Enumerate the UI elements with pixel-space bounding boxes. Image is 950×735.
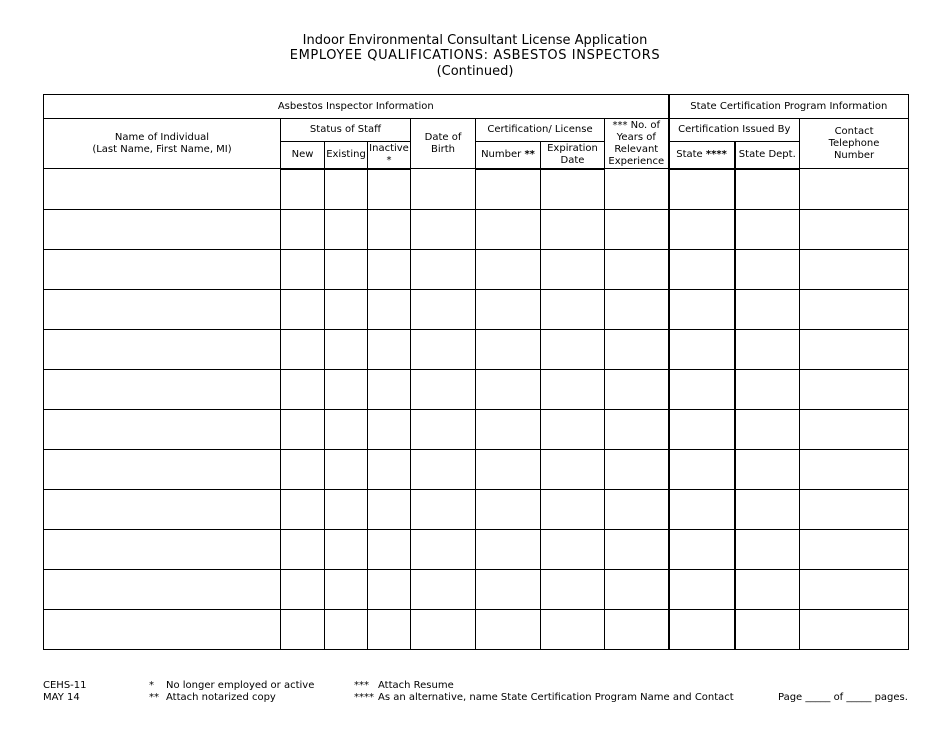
cell-cert-number[interactable]: [476, 249, 541, 289]
cell-dob[interactable]: [411, 249, 476, 289]
cell-name[interactable]: [44, 569, 281, 609]
cell-state-dept[interactable]: [735, 449, 800, 489]
table-row: [44, 289, 909, 329]
cell-years-experience[interactable]: [605, 289, 669, 329]
table-row: [44, 369, 909, 409]
cell-new[interactable]: [281, 409, 325, 449]
cell-state-dept[interactable]: [735, 529, 800, 569]
form-id: CEHS-11: [43, 680, 87, 691]
cell-cert-number[interactable]: [476, 169, 541, 210]
cell-dob[interactable]: [411, 609, 476, 649]
header-inactive: Inactive *: [368, 142, 411, 169]
header-contact-telephone: Contact Telephone Number: [800, 119, 909, 169]
cell-inactive[interactable]: [368, 169, 411, 210]
cell-contact-telephone[interactable]: [800, 409, 909, 449]
cell-contact-telephone[interactable]: [800, 569, 909, 609]
header-name-of-individual: Name of Individual (Last Name, First Name, MI): [44, 119, 281, 169]
cell-years-experience[interactable]: [605, 249, 669, 289]
cell-existing[interactable]: [325, 449, 368, 489]
cell-state[interactable]: [669, 529, 735, 569]
notes-col-1: [149, 680, 314, 704]
cell-cert-number[interactable]: [476, 209, 541, 249]
cell-contact-telephone[interactable]: [800, 489, 909, 529]
cell-existing[interactable]: [325, 369, 368, 409]
cell-expiration-date[interactable]: [541, 529, 605, 569]
cell-new[interactable]: [281, 569, 325, 609]
note-2: ** Attach notarized copy: [149, 692, 276, 703]
cell-name[interactable]: [44, 449, 281, 489]
table-row: [44, 249, 909, 289]
form-continued-label: (Continued): [436, 64, 514, 79]
cell-years-experience[interactable]: [605, 329, 669, 369]
cell-contact-telephone[interactable]: [800, 209, 909, 249]
cell-contact-telephone[interactable]: [800, 289, 909, 329]
cell-expiration-date[interactable]: [541, 569, 605, 609]
cell-state[interactable]: [669, 569, 735, 609]
cell-inactive[interactable]: [368, 569, 411, 609]
cell-years-experience[interactable]: [605, 609, 669, 649]
cell-years-experience[interactable]: [605, 169, 669, 210]
cell-existing[interactable]: [325, 609, 368, 649]
cell-new[interactable]: [281, 169, 325, 210]
table-row: [44, 409, 909, 449]
cell-name[interactable]: [44, 409, 281, 449]
cell-expiration-date[interactable]: [541, 609, 605, 649]
cell-expiration-date[interactable]: [541, 289, 605, 329]
form-subtitle: EMPLOYEE QUALIFICATIONS: ASBESTOS INSPECTORS: [289, 48, 661, 63]
cell-state[interactable]: [669, 369, 735, 409]
cell-dob[interactable]: [411, 489, 476, 529]
cell-name[interactable]: [44, 169, 281, 210]
cell-name[interactable]: [44, 609, 281, 649]
cell-contact-telephone[interactable]: [800, 369, 909, 409]
cell-contact-telephone[interactable]: [800, 609, 909, 649]
cell-state[interactable]: [669, 489, 735, 529]
cell-state[interactable]: [669, 209, 735, 249]
cell-dob[interactable]: [411, 369, 476, 409]
header-number: Number **: [476, 142, 541, 169]
cell-expiration-date[interactable]: [541, 169, 605, 210]
header-state-dept: State Dept.: [735, 142, 800, 169]
cell-cert-number[interactable]: [476, 609, 541, 649]
table-row: [44, 569, 909, 609]
section-state-cert-info: State Certification Program Information: [669, 95, 909, 119]
section-inspector-info: Asbestos Inspector Information: [44, 95, 669, 119]
cell-dob[interactable]: [411, 289, 476, 329]
cell-years-experience[interactable]: [605, 369, 669, 409]
cell-expiration-date[interactable]: [541, 209, 605, 249]
table-row: [44, 169, 909, 210]
cell-existing[interactable]: [325, 529, 368, 569]
cell-years-experience[interactable]: [605, 529, 669, 569]
cell-new[interactable]: [281, 209, 325, 249]
cell-contact-telephone[interactable]: [800, 329, 909, 369]
cell-years-experience[interactable]: [605, 569, 669, 609]
cell-cert-number[interactable]: [476, 329, 541, 369]
cell-cert-number[interactable]: [476, 449, 541, 489]
cell-existing[interactable]: [325, 289, 368, 329]
cell-inactive[interactable]: [368, 609, 411, 649]
cell-state-dept[interactable]: [735, 609, 800, 649]
header-certification-license: Certification/ License: [476, 119, 605, 142]
cell-years-experience[interactable]: [605, 449, 669, 489]
form-date: MAY 14: [43, 692, 80, 703]
cell-dob[interactable]: [411, 209, 476, 249]
cell-state[interactable]: [669, 449, 735, 489]
table-row: [44, 529, 909, 569]
cell-contact-telephone[interactable]: [800, 529, 909, 569]
cell-existing[interactable]: [325, 489, 368, 529]
cell-state[interactable]: [669, 289, 735, 329]
cell-state[interactable]: [669, 169, 735, 210]
cell-state-dept[interactable]: [735, 289, 800, 329]
table-body: [44, 169, 909, 650]
cell-state-dept[interactable]: [735, 369, 800, 409]
table-row: [44, 489, 909, 529]
cell-cert-number[interactable]: [476, 529, 541, 569]
cell-state-dept[interactable]: [735, 489, 800, 529]
cell-expiration-date[interactable]: [541, 249, 605, 289]
cell-cert-number[interactable]: [476, 289, 541, 329]
form-id-block: [43, 680, 87, 704]
cell-name[interactable]: [44, 329, 281, 369]
cell-name[interactable]: [44, 369, 281, 409]
note-3: *** Attach Resume: [354, 680, 454, 691]
cell-dob[interactable]: [411, 169, 476, 210]
header-status-of-staff: Status of Staff: [281, 119, 411, 142]
cell-cert-number[interactable]: [476, 409, 541, 449]
cell-state-dept[interactable]: [735, 209, 800, 249]
cell-new[interactable]: [281, 289, 325, 329]
cell-state[interactable]: [669, 409, 735, 449]
header-date-of-birth: Date of Birth: [411, 119, 476, 169]
cell-expiration-date[interactable]: [541, 449, 605, 489]
cell-name[interactable]: [44, 289, 281, 329]
cell-years-experience[interactable]: [605, 409, 669, 449]
cell-inactive[interactable]: [368, 249, 411, 289]
cell-new[interactable]: [281, 529, 325, 569]
cell-inactive[interactable]: [368, 369, 411, 409]
note-1: * No longer employed or active: [149, 680, 315, 691]
cell-name[interactable]: [44, 209, 281, 249]
header-expiration-date: Expiration Date: [541, 142, 605, 169]
cell-expiration-date[interactable]: [541, 329, 605, 369]
table-row: [44, 329, 909, 369]
cell-existing[interactable]: [325, 169, 368, 210]
cell-name[interactable]: [44, 529, 281, 569]
cell-state-dept[interactable]: [735, 569, 800, 609]
cell-new[interactable]: [281, 329, 325, 369]
cell-years-experience[interactable]: [605, 489, 669, 529]
cell-name[interactable]: [44, 489, 281, 529]
table-row: [44, 209, 909, 249]
cell-new[interactable]: [281, 369, 325, 409]
cell-years-experience[interactable]: [605, 209, 669, 249]
cell-inactive[interactable]: [368, 489, 411, 529]
cell-existing[interactable]: [325, 569, 368, 609]
form-title: Indoor Environmental Consultant License Application: [302, 33, 648, 48]
cell-expiration-date[interactable]: [541, 409, 605, 449]
cell-inactive[interactable]: [368, 289, 411, 329]
cell-dob[interactable]: [411, 409, 476, 449]
table-row: [44, 449, 909, 489]
cell-inactive[interactable]: [368, 449, 411, 489]
cell-existing[interactable]: [325, 329, 368, 369]
cell-existing[interactable]: [325, 209, 368, 249]
cell-cert-number[interactable]: [476, 569, 541, 609]
cell-expiration-date[interactable]: [541, 369, 605, 409]
cell-name[interactable]: [44, 249, 281, 289]
cell-cert-number[interactable]: [476, 489, 541, 529]
cell-inactive[interactable]: [368, 409, 411, 449]
note-4: **** As an alternative, name State Certification Program Name and Contact: [354, 692, 734, 703]
table-row: [44, 609, 909, 649]
header-years-experience: *** No. of Years of Relevant Experience: [605, 119, 669, 169]
cell-existing[interactable]: [325, 249, 368, 289]
cell-expiration-date[interactable]: [541, 489, 605, 529]
cell-contact-telephone[interactable]: [800, 449, 909, 489]
cell-state[interactable]: [669, 249, 735, 289]
cell-dob[interactable]: [411, 569, 476, 609]
cell-new[interactable]: [281, 489, 325, 529]
header-existing: Existing: [325, 142, 368, 169]
cell-existing[interactable]: [325, 409, 368, 449]
cell-new[interactable]: [281, 609, 325, 649]
cell-state[interactable]: [669, 609, 735, 649]
cell-state-dept[interactable]: [735, 249, 800, 289]
header-state: State ****: [669, 142, 735, 169]
cell-contact-telephone[interactable]: [800, 249, 909, 289]
cell-inactive[interactable]: [368, 209, 411, 249]
cell-new[interactable]: [281, 249, 325, 289]
header-certification-issued-by: Certification Issued By: [669, 119, 800, 142]
notes-col-2: [354, 680, 734, 704]
cell-inactive[interactable]: [368, 329, 411, 369]
header-new: New: [281, 142, 325, 169]
cell-state-dept[interactable]: [735, 169, 800, 210]
cell-dob[interactable]: [411, 449, 476, 489]
page-count: Page _____ of _____ pages.: [778, 692, 908, 703]
qualifications-table: [43, 94, 909, 650]
cell-new[interactable]: [281, 449, 325, 489]
cell-state-dept[interactable]: [735, 409, 800, 449]
cell-state[interactable]: [669, 329, 735, 369]
cell-contact-telephone[interactable]: [800, 169, 909, 210]
cell-state-dept[interactable]: [735, 329, 800, 369]
cell-cert-number[interactable]: [476, 369, 541, 409]
cell-dob[interactable]: [411, 329, 476, 369]
cell-dob[interactable]: [411, 529, 476, 569]
cell-inactive[interactable]: [368, 529, 411, 569]
